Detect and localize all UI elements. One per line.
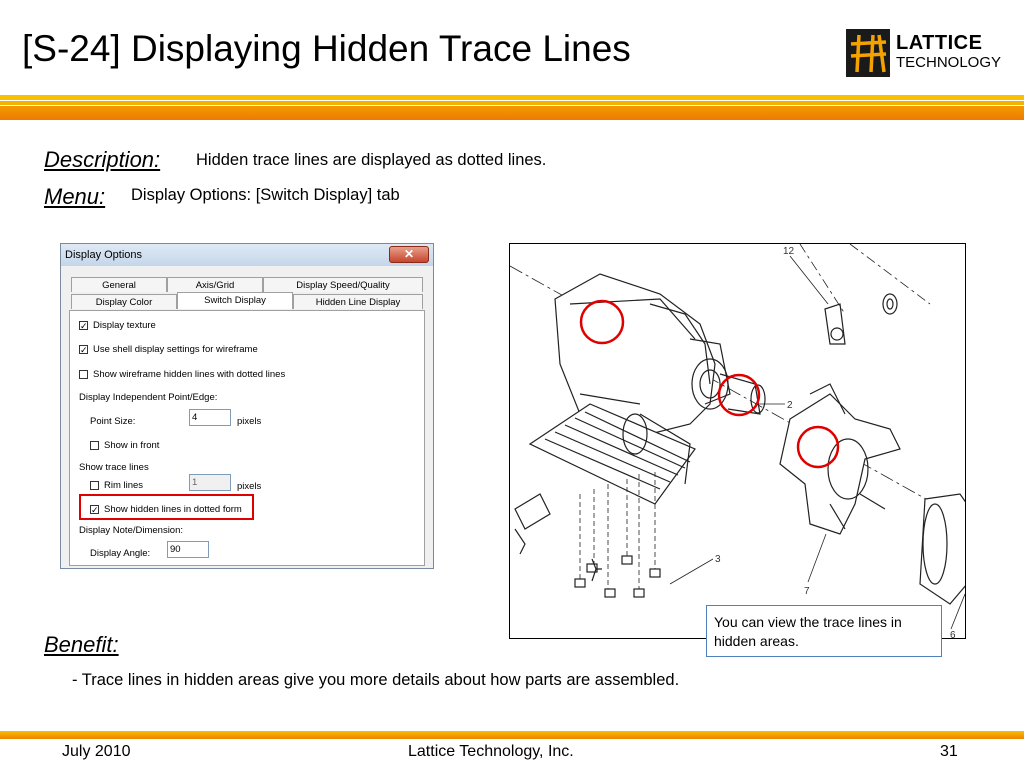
checkbox-checked-icon[interactable]: ✓	[80, 321, 88, 331]
hidden-dotted-label: Show hidden lines in dotted form	[104, 504, 242, 515]
display-options-dialog	[60, 243, 434, 569]
close-icon[interactable]: ✕	[389, 246, 429, 263]
logo-word-technology: TECHNOLOGY	[896, 54, 1002, 71]
dialog-titlebar	[61, 244, 433, 266]
checkbox-checked-icon[interactable]: ✓	[80, 345, 88, 355]
footer-band	[0, 731, 1024, 739]
menu-text: Display Options: [Switch Display] tab	[131, 186, 400, 204]
rim-lines-input[interactable]: 1	[189, 474, 231, 491]
switch-display-panel	[69, 310, 425, 566]
assembly-illustration	[510, 244, 966, 639]
point-size-unit: pixels	[237, 416, 262, 427]
display-angle-input[interactable]: 90	[167, 541, 209, 558]
checkbox-unchecked-icon[interactable]	[90, 441, 99, 450]
point-size-input[interactable]: 4	[189, 409, 231, 426]
lattice-logo	[846, 28, 1002, 78]
tab-display-color[interactable]: Display Color	[71, 294, 177, 309]
part-number-7: 7	[804, 586, 810, 597]
display-texture-label: Display texture	[93, 320, 156, 331]
tab-display-speed-quality[interactable]: Display Speed/Quality	[263, 277, 423, 292]
footer-company: Lattice Technology, Inc.	[408, 743, 574, 760]
rim-lines-unit: pixels	[237, 481, 262, 492]
callout-box: You can view the trace lines in hidden areas.	[706, 605, 942, 657]
slide-title: [S-24] Displaying Hidden Trace Lines	[22, 28, 631, 69]
part-number-3: 3	[715, 554, 721, 565]
footer-page-number: 31	[940, 743, 958, 760]
footer-date: July 2010	[62, 743, 131, 760]
tab-switch-display[interactable]: Switch Display	[177, 292, 293, 309]
description-text: Hidden trace lines are displayed as dotted lines.	[196, 151, 547, 169]
part-number-12: 12	[783, 246, 795, 257]
checkbox-checked-icon[interactable]: ✓	[91, 505, 99, 515]
benefit-label: Benefit:	[44, 632, 119, 657]
part-number-6: 6	[950, 630, 956, 639]
description-label: Description:	[44, 147, 161, 172]
wireframe-dotted-label: Show wireframe hidden lines with dotted lines	[93, 369, 286, 380]
highlight-box	[79, 494, 254, 520]
benefit-text: - Trace lines in hidden areas give you more details about how parts are assembled.	[72, 671, 680, 689]
display-angle-label: Display Angle:	[90, 548, 151, 559]
exploded-assembly-drawing	[509, 243, 966, 639]
tab-general[interactable]: General	[71, 277, 167, 292]
wireframe-dotted-option[interactable]	[79, 369, 285, 380]
tab-hidden-line-display[interactable]: Hidden Line Display	[293, 294, 423, 309]
menu-label: Menu:	[44, 184, 106, 209]
point-size-label: Point Size:	[90, 416, 136, 427]
display-texture-option[interactable]	[79, 320, 156, 331]
highlight-circle	[719, 375, 759, 415]
independent-group-label: Display Independent Point/Edge:	[79, 392, 218, 403]
rim-lines-label: Rim lines	[104, 480, 144, 491]
trace-group-label: Show trace lines	[79, 462, 149, 473]
show-in-front-option[interactable]	[90, 440, 159, 451]
header-band	[0, 95, 1024, 125]
rim-lines-option[interactable]	[90, 480, 143, 491]
show-in-front-label: Show in front	[104, 440, 160, 451]
tab-axis-grid[interactable]: Axis/Grid	[167, 277, 263, 292]
part-number-2: 2	[787, 400, 793, 411]
note-group-label: Display Note/Dimension:	[79, 525, 184, 536]
lattice-logo-icon	[846, 29, 890, 77]
logo-word-lattice: LATTICE	[896, 32, 983, 54]
dialog-title: Display Options	[65, 249, 143, 261]
shell-settings-option[interactable]	[79, 344, 258, 355]
checkbox-unchecked-icon[interactable]	[79, 370, 88, 379]
shell-settings-label: Use shell display settings for wireframe	[93, 344, 258, 355]
checkbox-unchecked-icon[interactable]	[90, 481, 99, 490]
